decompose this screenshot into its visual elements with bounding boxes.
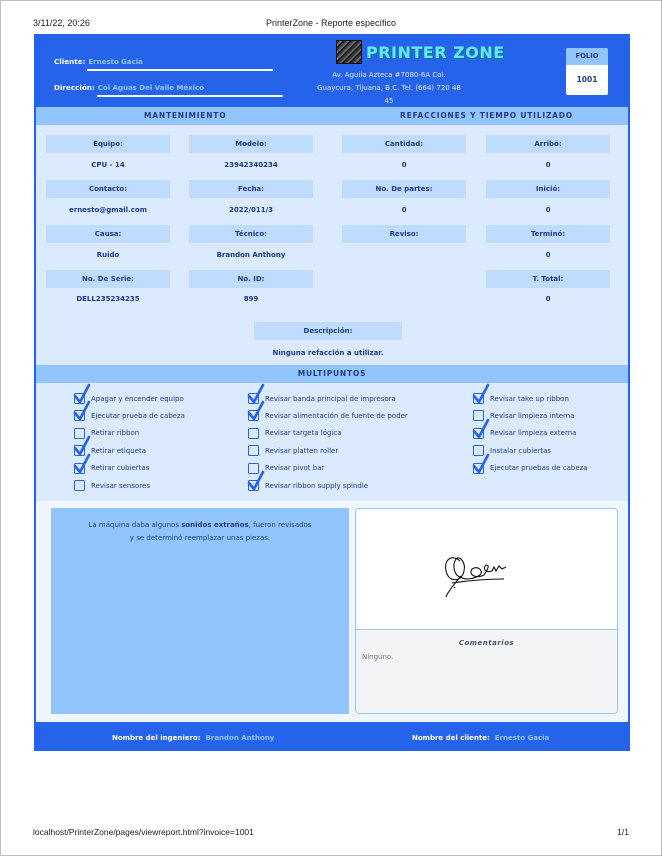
client-underline [87, 69, 273, 71]
company-address-line1: Av. Aguila Azteca #7080-6A Col. [332, 71, 446, 79]
report-header [34, 34, 630, 104]
checkbox-checked[interactable] [74, 410, 85, 421]
section-header-row [36, 107, 628, 125]
checklist-item[interactable] [248, 445, 338, 456]
termino-label: Terminó: [486, 225, 610, 243]
fecha-value: 2022/011/3 [228, 206, 274, 214]
total-value: 0 [545, 295, 551, 303]
checklist-item-label: Instalar cubiertas [490, 446, 552, 455]
signature-pad[interactable] [356, 509, 617, 630]
contacto-label: Contacto: [46, 180, 170, 198]
checkbox-checked[interactable] [74, 463, 85, 474]
report [34, 34, 630, 751]
checkbox-checked[interactable] [473, 428, 484, 439]
checklist-item-label: Revisar sensores [91, 481, 150, 490]
address-value: Col Aguas Del Valle México [97, 84, 205, 92]
cantidad-value: 0 [401, 161, 407, 169]
checkmark-icon [247, 471, 265, 491]
termino-value: 0 [545, 251, 551, 259]
checkmark-icon [472, 419, 490, 439]
report-footer [34, 724, 630, 751]
modelo-label: Modelo: [189, 135, 313, 153]
notes-text-start: La máquina daba algunos [88, 521, 182, 529]
checklist-item[interactable] [473, 463, 588, 474]
checklist-item-label: Revisar targeta lógica [265, 429, 342, 438]
checklist-item-label: Revisar pivot bar [265, 464, 325, 473]
total-label: T. Total: [486, 270, 610, 288]
work-notes [51, 508, 349, 714]
multipoints-header [36, 365, 628, 383]
checklist-item[interactable] [74, 480, 150, 491]
causa-value: Ruido [96, 251, 120, 259]
checkbox-checked[interactable] [248, 480, 259, 491]
folio-box [566, 48, 608, 95]
checklist-item-label: Apagar y encender equipo [91, 394, 184, 403]
checklist-item[interactable] [248, 393, 396, 404]
checklist-item-label: Revisar platten roller [265, 446, 339, 455]
address-row [54, 83, 204, 92]
signature-drawing [356, 509, 618, 630]
checklist-item-label: Retirar ribbon [91, 429, 140, 438]
comments-text: Ninguno. [362, 653, 394, 661]
engineer-label: Nombre del ingeniero: [112, 734, 201, 742]
maintenance-title: MANTENIMIENTO [144, 111, 227, 120]
engineer-value: Brandon Anthony [205, 734, 275, 742]
checklist-item-label: Retirar cubiertas [91, 464, 150, 473]
equipo-value: CPU - 14 [91, 161, 125, 169]
work-notes-text [51, 519, 349, 545]
tecnico-value: Brandon Anthony [216, 251, 286, 259]
modelo-value: 23942340234 [224, 161, 278, 169]
client-value: Ernesto Gacia [88, 58, 143, 66]
checklist-item[interactable] [248, 480, 368, 491]
notes-text-bold: sonidos extraños [181, 521, 249, 529]
logo-text: PRINTER ZONE [366, 42, 505, 62]
checklist-item[interactable] [473, 428, 576, 439]
checkbox-unchecked[interactable] [248, 428, 259, 439]
tecnico-label: Técnico: [189, 225, 313, 243]
notes-text-line2: y se determinó reemplazar unas piezas. [129, 534, 271, 542]
checklist-item[interactable] [74, 463, 149, 474]
notes-text-end: , fueron revisados [248, 521, 312, 529]
checklist-item-label: Revisar limpieza externa [490, 429, 577, 438]
checklist-item-label: Retirar etiqueta [91, 446, 147, 455]
serie-value: DELL235234235 [76, 295, 140, 303]
checklist-item[interactable] [473, 393, 569, 404]
inicio-value: 0 [545, 206, 551, 214]
company-logo [336, 40, 505, 64]
cantidad-label: Cantidad: [342, 135, 466, 153]
serie-label: No. De Serie: [46, 270, 170, 288]
checkbox-checked[interactable] [248, 410, 259, 421]
checklist-item-label: Revisar banda principal de impresora [265, 394, 396, 403]
inicio-label: Inició: [486, 180, 610, 198]
address-underline [97, 95, 283, 97]
checkmark-icon [247, 401, 265, 421]
checkmark-icon [472, 454, 490, 474]
id-value: 899 [243, 295, 259, 303]
address-label: Dirección: [54, 83, 95, 92]
comments-box [356, 631, 617, 714]
checklist-item[interactable] [248, 410, 408, 421]
partes-value: 0 [401, 206, 407, 214]
footer-client-value: Ernesto Gacia [494, 734, 550, 742]
checkmark-icon [472, 384, 490, 404]
company-address-line2: Guaycura, Tijuana, B.C. Tel. (664) 720 48 45 [317, 84, 461, 105]
signature-card [355, 508, 618, 714]
description-label: Descripción: [254, 322, 402, 340]
checklist-item[interactable] [248, 428, 342, 439]
client-name-row [412, 734, 549, 742]
notes-signature-area [36, 501, 628, 722]
print-title: PrinterZone - Reporte específico [265, 18, 397, 28]
engineer-name-row [112, 734, 274, 742]
checklist-item-label: Ejecutar prueba de cabeza [91, 411, 185, 420]
arribo-value: 0 [545, 161, 551, 169]
checklist-item[interactable] [74, 410, 185, 421]
report-body [36, 107, 628, 722]
arribo-label: Arribó: [486, 135, 610, 153]
client-label: Cliente: [54, 57, 86, 66]
checkbox-unchecked[interactable] [74, 480, 85, 491]
partes-label: No. De partes: [342, 180, 466, 198]
checklist-item-label: Ejecutar pruebas de cabeza [490, 464, 588, 473]
checklist-item-label: Revisar limpieza interna [490, 411, 575, 420]
print-url: localhost/PrinterZone/pages/viewreport.html?invoice=1001 [33, 827, 254, 837]
fecha-label: Fecha: [189, 180, 313, 198]
folio-label: FOLIO [566, 48, 608, 65]
logo-image [336, 40, 362, 64]
checkmark-icon [73, 401, 91, 421]
folio-value: 1001 [576, 75, 598, 84]
client-row [54, 57, 143, 66]
multipoints-title: MULTIPUNTOS [297, 369, 367, 378]
print-datetime: 3/11/22, 20:26 [33, 18, 90, 28]
checkbox-unchecked[interactable] [248, 445, 259, 456]
reviso-label: Reviso: [342, 225, 466, 243]
contacto-value: ernesto@gmail.com [69, 206, 147, 214]
checkbox-checked[interactable] [473, 463, 484, 474]
id-label: No. ID: [189, 270, 313, 288]
checkbox-checked[interactable] [473, 393, 484, 404]
checklist-item-label: Revisar take up ribbon [490, 394, 569, 403]
parts-title: REFACCIONES Y TIEMPO UTILIZADO [400, 111, 573, 120]
causa-label: Causa: [46, 225, 170, 243]
equipo-label: Equipo: [46, 135, 170, 153]
checklist-item-label: Revisar ribbon supply spindle [265, 481, 369, 490]
comments-title: Comentarios [458, 639, 515, 647]
print-page-number: 1/1 [617, 827, 629, 837]
checkmark-icon [73, 454, 91, 474]
checklist-item-label: Revisar alimentación de fuente de poder [265, 411, 408, 420]
description-value: Ninguna refacción a utilizar. [272, 349, 384, 357]
footer-client-label: Nombre del cliente: [412, 734, 490, 742]
